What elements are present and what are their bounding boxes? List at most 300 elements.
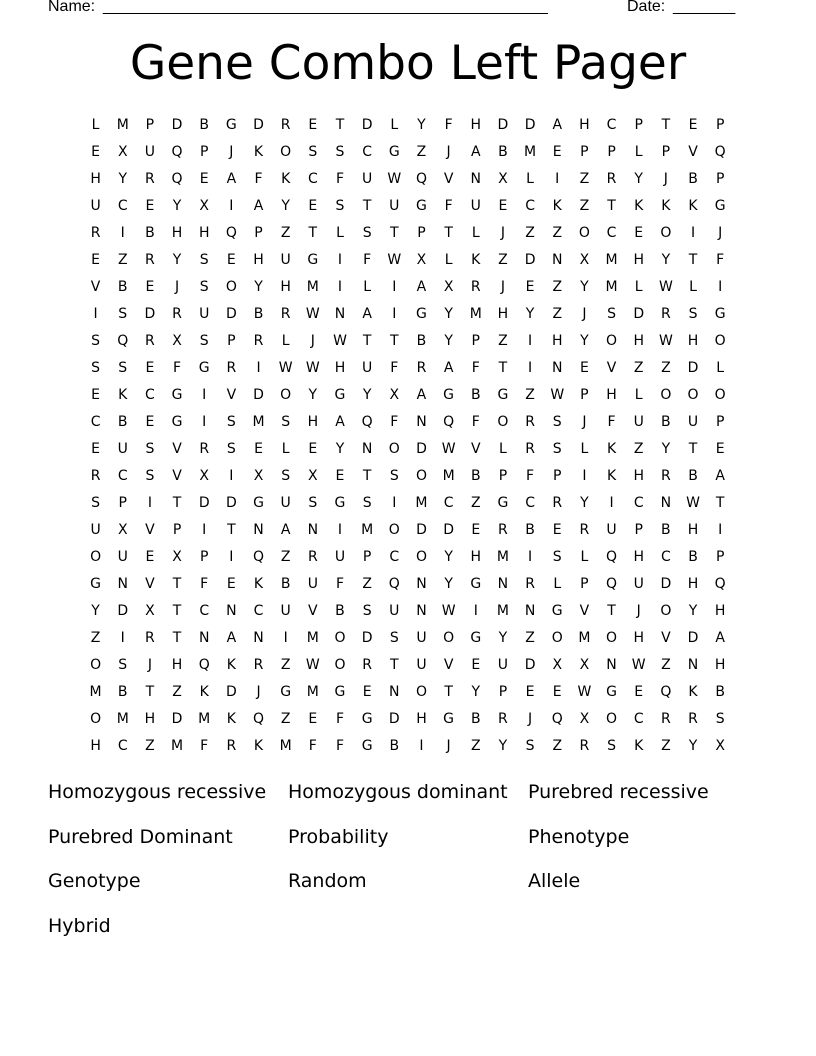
grid-letter: E bbox=[308, 198, 318, 214]
grid-letter: G bbox=[280, 684, 292, 700]
header bbox=[48, 0, 748, 18]
grid-letter: L bbox=[363, 279, 372, 295]
grid-letter: L bbox=[634, 144, 643, 160]
grid-letter: G bbox=[90, 576, 101, 592]
grid-letter: D bbox=[171, 711, 183, 727]
grid-letter: Z bbox=[579, 171, 590, 187]
grid-letter: U bbox=[389, 198, 400, 214]
grid-letter: M bbox=[496, 603, 509, 619]
grid-letter: E bbox=[715, 441, 725, 457]
grid-letter: P bbox=[417, 225, 426, 241]
grid-letter: M bbox=[306, 684, 319, 700]
grid-row bbox=[82, 220, 734, 247]
grid-letter: U bbox=[362, 171, 373, 187]
grid-letter: J bbox=[229, 144, 234, 160]
grid-letter: Y bbox=[444, 549, 453, 565]
grid-letter: D bbox=[416, 441, 427, 457]
grid-letter: R bbox=[172, 306, 182, 322]
grid-letter: V bbox=[470, 441, 481, 457]
word-list-item: Phenotype bbox=[528, 825, 630, 848]
grid-letter: X bbox=[199, 198, 209, 214]
grid-letter: T bbox=[227, 522, 236, 538]
grid-letter: R bbox=[253, 657, 264, 673]
grid-letter: E bbox=[552, 144, 562, 160]
grid-letter: C bbox=[199, 603, 210, 619]
grid-letter: O bbox=[578, 225, 590, 241]
grid-letter: D bbox=[443, 522, 454, 538]
grid-letter: T bbox=[172, 603, 182, 619]
grid-row bbox=[82, 706, 734, 733]
grid-letter: Y bbox=[525, 306, 535, 322]
grid-letter: Z bbox=[117, 252, 128, 268]
grid-letter: Y bbox=[417, 117, 426, 133]
grid-letter: Z bbox=[416, 144, 427, 160]
grid-letter: F bbox=[390, 414, 399, 430]
grid-letter: F bbox=[308, 738, 317, 754]
grid-letter: S bbox=[308, 144, 318, 160]
grid-letter: H bbox=[334, 360, 346, 376]
date-blank-line: _______ bbox=[673, 0, 736, 15]
grid-row bbox=[82, 112, 734, 139]
grid-letter: Y bbox=[661, 252, 671, 268]
grid-letter: T bbox=[308, 225, 318, 241]
word-search-grid bbox=[82, 112, 734, 760]
grid-letter: X bbox=[199, 468, 209, 484]
grid-letter: I bbox=[147, 495, 152, 511]
grid-letter: E bbox=[226, 252, 236, 268]
grid-letter: I bbox=[419, 738, 424, 754]
grid-letter: S bbox=[552, 549, 562, 565]
grid-letter: Q bbox=[198, 657, 210, 673]
grid-letter: L bbox=[580, 441, 589, 457]
grid-letter: S bbox=[118, 360, 128, 376]
grid-letter: S bbox=[91, 333, 101, 349]
grid-letter: N bbox=[416, 603, 427, 619]
word-list-item: Probability bbox=[288, 825, 389, 848]
grid-letter: O bbox=[443, 630, 455, 646]
grid-letter: S bbox=[362, 603, 372, 619]
grid-letter: P bbox=[199, 144, 209, 160]
grid-letter: L bbox=[526, 171, 534, 187]
grid-letter: N bbox=[198, 630, 210, 646]
grid-letter: W bbox=[305, 360, 320, 376]
grid-letter: T bbox=[498, 360, 508, 376]
grid-letter: L bbox=[580, 549, 589, 565]
grid-letter: H bbox=[144, 711, 156, 727]
grid-letter: S bbox=[226, 414, 236, 430]
grid-letter: I bbox=[337, 252, 343, 268]
grid-letter: D bbox=[144, 306, 156, 322]
word-list-item: Hybrid bbox=[48, 914, 111, 937]
grid-letter: N bbox=[416, 414, 427, 430]
grid-letter: T bbox=[444, 225, 453, 241]
grid-letter: K bbox=[634, 738, 644, 754]
grid-letter: D bbox=[524, 657, 536, 673]
grid-letter: X bbox=[117, 144, 128, 160]
grid-letter: A bbox=[416, 387, 427, 403]
grid-letter: K bbox=[688, 198, 698, 214]
grid-letter: H bbox=[714, 657, 726, 673]
grid-letter: H bbox=[687, 333, 699, 349]
grid-letter: I bbox=[337, 279, 343, 295]
grid-letter: E bbox=[145, 414, 155, 430]
grid-letter: S bbox=[145, 441, 155, 457]
grid-letter: S bbox=[362, 225, 372, 241]
grid-letter: M bbox=[496, 549, 509, 565]
grid-letter: F bbox=[471, 414, 480, 430]
grid-letter: G bbox=[470, 630, 482, 646]
grid-letter: U bbox=[307, 576, 318, 592]
word-list-item: Random bbox=[288, 870, 367, 892]
grid-row bbox=[82, 355, 734, 382]
grid-letter: A bbox=[470, 144, 481, 160]
grid-letter: F bbox=[335, 171, 345, 187]
grid-row bbox=[82, 301, 734, 328]
grid-letter: A bbox=[552, 117, 563, 133]
grid-letter: O bbox=[551, 630, 563, 646]
grid-letter: Q bbox=[171, 144, 183, 160]
grid-letter: L bbox=[716, 360, 725, 376]
word-list-item: Homozygous dominant bbox=[288, 781, 508, 803]
grid-letter: F bbox=[173, 360, 182, 376]
grid-letter: N bbox=[361, 441, 373, 457]
grid-letter: N bbox=[606, 657, 617, 673]
grid-letter: C bbox=[117, 198, 128, 214]
grid-letter: Y bbox=[254, 279, 263, 295]
grid-row bbox=[82, 463, 734, 490]
grid-letter: W bbox=[278, 360, 293, 376]
grid-letter: H bbox=[416, 711, 427, 727]
grid-letter: A bbox=[335, 414, 345, 430]
grid-letter: R bbox=[145, 333, 155, 349]
grid-letter: Z bbox=[661, 360, 671, 376]
grid-letter: D bbox=[361, 117, 373, 133]
grid-letter: X bbox=[117, 522, 128, 538]
grid-letter: R bbox=[525, 441, 535, 457]
grid-letter: Q bbox=[225, 225, 237, 241]
grid-letter: T bbox=[172, 576, 182, 592]
grid-letter: W bbox=[658, 333, 673, 349]
grid-letter: F bbox=[335, 738, 345, 754]
date-label: Date: bbox=[627, 0, 666, 15]
grid-letter: G bbox=[361, 738, 373, 754]
grid-letter: S bbox=[226, 441, 236, 457]
grid-letter: Q bbox=[117, 333, 129, 349]
grid-letter: E bbox=[91, 144, 100, 160]
grid-letter: Q bbox=[253, 549, 265, 565]
grid-letter: V bbox=[145, 522, 155, 538]
grid-letter: Q bbox=[361, 414, 373, 430]
grid-letter: Z bbox=[661, 738, 671, 754]
grid-letter: S bbox=[335, 144, 345, 160]
grid-letter: R bbox=[90, 225, 101, 241]
grid-letter: A bbox=[253, 198, 264, 214]
grid-letter: S bbox=[607, 738, 616, 754]
grid-letter: I bbox=[283, 630, 288, 646]
grid-letter: P bbox=[145, 117, 155, 133]
page-title: Gene Combo Left Pager bbox=[129, 36, 687, 91]
grid-letter: C bbox=[606, 117, 617, 133]
grid-letter: Q bbox=[253, 711, 265, 727]
grid-letter: W bbox=[631, 657, 646, 673]
grid-letter: Z bbox=[552, 738, 563, 754]
grid-letter: X bbox=[308, 468, 318, 484]
grid-letter: K bbox=[226, 711, 236, 727]
grid-letter: D bbox=[687, 630, 699, 646]
grid-letter: S bbox=[389, 630, 399, 646]
grid-row bbox=[82, 733, 734, 760]
grid-letter: I bbox=[473, 603, 478, 619]
grid-letter: F bbox=[363, 252, 372, 268]
grid-letter: C bbox=[145, 387, 155, 403]
grid-letter: G bbox=[606, 684, 617, 700]
grid-letter: O bbox=[334, 657, 346, 673]
grid-letter: R bbox=[145, 630, 155, 646]
grid-letter: R bbox=[226, 360, 237, 376]
grid-letter: J bbox=[446, 738, 451, 754]
grid-letter: O bbox=[388, 522, 400, 538]
grid-letter: E bbox=[525, 279, 535, 295]
grid-letter: U bbox=[90, 522, 101, 538]
grid-letter: T bbox=[661, 117, 671, 133]
grid-letter: U bbox=[633, 414, 644, 430]
grid-letter: W bbox=[305, 657, 320, 673]
grid-letter: Q bbox=[660, 684, 672, 700]
grid-letter: E bbox=[634, 225, 644, 241]
grid-letter: L bbox=[281, 333, 290, 349]
grid-letter: W bbox=[550, 387, 565, 403]
grid-letter: Y bbox=[580, 495, 589, 511]
grid-letter: Z bbox=[145, 738, 155, 754]
grid-letter: F bbox=[444, 117, 453, 133]
grid-letter: I bbox=[609, 495, 614, 511]
grid-letter: G bbox=[198, 360, 210, 376]
grid-letter: B bbox=[525, 522, 535, 538]
grid-letter: R bbox=[525, 576, 535, 592]
grid-letter: L bbox=[634, 387, 643, 403]
grid-letter: Y bbox=[444, 333, 453, 349]
grid-letter: R bbox=[552, 495, 563, 511]
grid-letter: N bbox=[470, 171, 481, 187]
grid-letter: H bbox=[280, 279, 291, 295]
grid-letter: A bbox=[416, 279, 427, 295]
grid-letter: M bbox=[198, 711, 211, 727]
grid-letter: X bbox=[579, 711, 590, 727]
grid-letter: R bbox=[90, 468, 101, 484]
grid-letter: D bbox=[660, 576, 672, 592]
grid-letter: J bbox=[718, 225, 723, 241]
grid-letter: I bbox=[229, 468, 234, 484]
grid-letter: Y bbox=[580, 333, 589, 349]
grid-letter: J bbox=[256, 684, 261, 700]
grid-letter: T bbox=[362, 198, 372, 214]
grid-letter: G bbox=[388, 144, 400, 160]
grid-letter: P bbox=[607, 144, 616, 160]
grid-letter: U bbox=[416, 657, 427, 673]
grid-letter: H bbox=[90, 171, 101, 187]
grid-letter: Z bbox=[661, 657, 671, 673]
grid-letter: V bbox=[145, 576, 155, 592]
grid-letter: G bbox=[361, 711, 373, 727]
grid-letter: Z bbox=[470, 738, 481, 754]
grid-letter: J bbox=[174, 279, 180, 295]
grid-letter: G bbox=[497, 495, 509, 511]
grid-letter: G bbox=[334, 387, 346, 403]
grid-letter: K bbox=[226, 657, 236, 673]
grid-letter: F bbox=[335, 711, 345, 727]
grid-letter: E bbox=[145, 549, 155, 565]
grid-letter: T bbox=[390, 657, 399, 673]
grid-letter: N bbox=[253, 522, 264, 538]
grid-letter: G bbox=[714, 198, 726, 214]
grid-letter: J bbox=[663, 171, 668, 187]
grid-letter: C bbox=[90, 414, 101, 430]
word-list-item: Purebred Dominant bbox=[48, 825, 233, 848]
grid-letter: Z bbox=[498, 333, 508, 349]
grid-letter: P bbox=[634, 117, 643, 133]
grid-letter: O bbox=[660, 225, 672, 241]
grid-letter: O bbox=[660, 387, 672, 403]
grid-letter: L bbox=[336, 225, 344, 241]
grid-letter: Z bbox=[525, 387, 535, 403]
grid-row bbox=[82, 409, 734, 436]
grid-letter: T bbox=[172, 630, 182, 646]
grid-letter: K bbox=[118, 387, 128, 403]
grid-letter: X bbox=[389, 387, 400, 403]
grid-letter: Y bbox=[688, 738, 698, 754]
grid-letter: G bbox=[334, 684, 346, 700]
grid-letter: G bbox=[307, 252, 319, 268]
grid-letter: D bbox=[225, 306, 237, 322]
grid-letter: P bbox=[254, 225, 263, 241]
grid-letter: I bbox=[392, 279, 397, 295]
grid-letter: Y bbox=[308, 387, 318, 403]
grid-letter: E bbox=[525, 684, 535, 700]
grid-letter: B bbox=[688, 468, 698, 484]
grid-letter: R bbox=[280, 306, 291, 322]
grid-letter: Z bbox=[280, 549, 291, 565]
grid-letter: F bbox=[200, 576, 209, 592]
grid-letter: I bbox=[528, 333, 533, 349]
grid-letter: C bbox=[117, 738, 128, 754]
grid-letter: Y bbox=[444, 306, 453, 322]
grid-letter: M bbox=[116, 117, 129, 133]
grid-letter: G bbox=[334, 495, 346, 511]
grid-letter: R bbox=[307, 549, 318, 565]
grid-letter: B bbox=[661, 522, 671, 538]
grid-letter: C bbox=[253, 603, 264, 619]
grid-letter: X bbox=[498, 171, 508, 187]
grid-letter: D bbox=[171, 117, 183, 133]
grid-letter: E bbox=[471, 522, 481, 538]
grid-letter: O bbox=[606, 333, 618, 349]
grid-row bbox=[82, 382, 734, 409]
grid-letter: C bbox=[443, 495, 454, 511]
grid-letter: Z bbox=[280, 225, 291, 241]
grid-letter: Q bbox=[388, 576, 400, 592]
grid-letter: F bbox=[526, 468, 535, 484]
grid-letter: T bbox=[390, 225, 399, 241]
grid-letter: P bbox=[498, 468, 508, 484]
grid-letter: N bbox=[117, 576, 128, 592]
grid-letter: R bbox=[280, 117, 291, 133]
grid-letter: A bbox=[443, 360, 454, 376]
grid-letter: U bbox=[362, 360, 373, 376]
grid-letter: H bbox=[198, 225, 210, 241]
grid-letter: T bbox=[688, 441, 698, 457]
grid-letter: R bbox=[145, 171, 155, 187]
grid-letter: H bbox=[687, 576, 699, 592]
grid-letter: E bbox=[308, 441, 318, 457]
grid-letter: K bbox=[688, 684, 698, 700]
grid-letter: L bbox=[390, 117, 399, 133]
grid-letter: N bbox=[416, 576, 427, 592]
grid-letter: O bbox=[225, 279, 237, 295]
grid-letter: T bbox=[145, 684, 155, 700]
grid-letter: M bbox=[524, 144, 537, 160]
grid-letter: U bbox=[280, 252, 291, 268]
grid-row bbox=[82, 139, 734, 166]
grid-letter: Z bbox=[362, 576, 372, 592]
grid-letter: A bbox=[362, 306, 372, 322]
grid-letter: Q bbox=[171, 171, 183, 187]
grid-letter: E bbox=[498, 198, 508, 214]
grid-letter: X bbox=[552, 657, 563, 673]
grid-letter: S bbox=[525, 738, 535, 754]
grid-letter: O bbox=[415, 549, 427, 565]
grid-letter: L bbox=[91, 117, 100, 133]
grid-letter: B bbox=[715, 684, 725, 700]
grid-letter: I bbox=[392, 495, 397, 511]
grid-letter: B bbox=[688, 171, 698, 187]
grid-letter: G bbox=[470, 576, 482, 592]
grid-letter: Z bbox=[90, 630, 101, 646]
grid-letter: L bbox=[553, 576, 562, 592]
grid-letter: V bbox=[579, 603, 590, 619]
grid-letter: C bbox=[362, 144, 373, 160]
grid-letter: W bbox=[441, 441, 456, 457]
grid-letter: H bbox=[551, 333, 563, 349]
grid-letter: R bbox=[579, 738, 590, 754]
grid-letter: U bbox=[416, 630, 427, 646]
grid-letter: V bbox=[688, 144, 698, 160]
grid-letter: X bbox=[416, 252, 427, 268]
grid-letter: M bbox=[252, 414, 265, 430]
grid-letter: T bbox=[444, 684, 453, 700]
grid-letter: Q bbox=[443, 414, 455, 430]
grid-letter: E bbox=[688, 117, 698, 133]
grid-letter: K bbox=[634, 198, 644, 214]
grid-letter: A bbox=[715, 630, 725, 646]
grid-letter: H bbox=[579, 117, 590, 133]
grid-letter: E bbox=[308, 711, 318, 727]
grid-letter: J bbox=[310, 333, 315, 349]
grid-row bbox=[82, 193, 734, 220]
grid-letter: D bbox=[198, 495, 210, 511]
grid-letter: O bbox=[606, 630, 618, 646]
grid-letter: M bbox=[415, 495, 428, 511]
grid-letter: B bbox=[117, 279, 128, 295]
grid-letter: X bbox=[172, 333, 182, 349]
grid-letter: E bbox=[471, 657, 481, 673]
grid-letter: N bbox=[334, 306, 346, 322]
grid-letter: G bbox=[443, 387, 455, 403]
grid-letter: S bbox=[91, 360, 101, 376]
grid-letter: W bbox=[333, 333, 347, 349]
grid-letter: R bbox=[660, 711, 671, 727]
grid-letter: B bbox=[117, 684, 128, 700]
grid-letter: H bbox=[171, 657, 183, 673]
